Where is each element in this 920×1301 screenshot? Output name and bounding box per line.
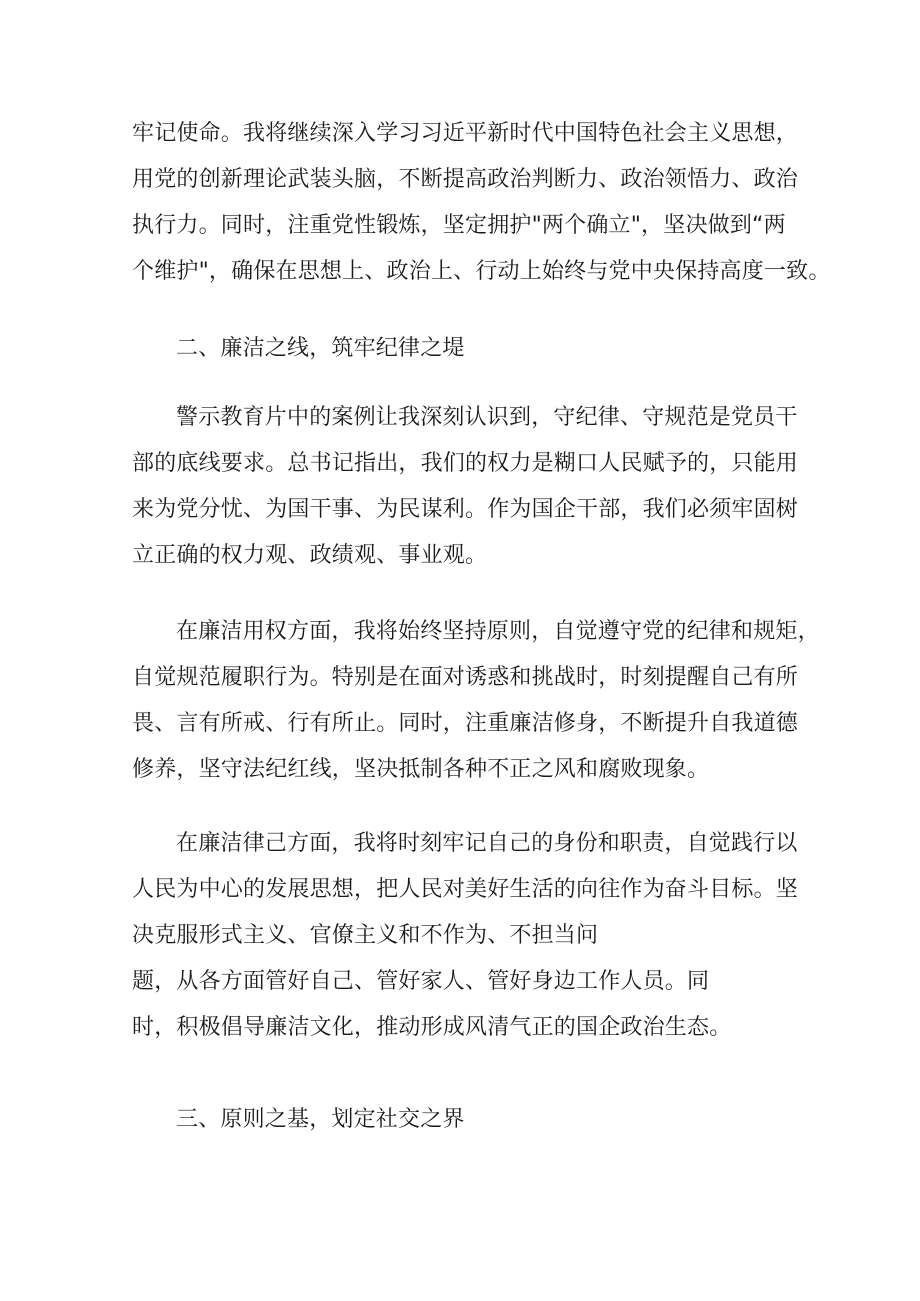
- text-line: 部的底线要求。总书记指出，我们的权力是糊口人民赋予的，只能用: [132, 451, 799, 476]
- paragraph-4: [132, 831, 799, 1041]
- text-line: 在廉洁用权方面，我将始终坚持原则，自觉遵守党的纪律和规矩，: [176, 619, 820, 644]
- text-line: 立正确的权力观、政绩观、事业观。: [132, 543, 488, 568]
- paragraph-2: [132, 405, 799, 569]
- text-line: 在廉洁律己方面，我将时刻牢记自己的身份和职责，自觉践行以: [176, 831, 798, 856]
- text-line: 自觉规范履职行为。特别是在面对诱惑和挑战时，时刻提醒自己有所: [132, 665, 799, 690]
- text-line: 牢记使命。我将继续深入学习习近平新时代中国特色社会主义思想，: [132, 121, 799, 146]
- text-line: 题，从各方面管好自己、管好家人、管好身边工作人员。同: [132, 969, 710, 994]
- text-line: 用党的创新理论武装头脑，不断提高政治判断力、政治领悟力、政治: [132, 167, 799, 192]
- text-line: 来为党分忧、为国干事、为民谋利。作为国企干部，我们必须牢固树: [132, 497, 799, 522]
- heading-text: 二、廉洁之线，筑牢纪律之堤: [176, 336, 465, 361]
- text-line: 修养，坚守法纪红线，坚决抵制各种不正之风和腐败现象。: [132, 757, 710, 782]
- text-line: 个维护"，确保在思想上、政治上、行动上始终与党中央保持高度一致。: [132, 259, 831, 284]
- text-line: 人民为中心的发展思想，把人民对美好生活的向往作为奋斗目标。坚: [132, 877, 799, 902]
- text-line: 执行力。同时，注重党性锻炼，坚定拥护"两个确立"，坚决做到“两: [132, 213, 786, 238]
- paragraph-3: [132, 619, 820, 783]
- heading-text: 三、原则之基，划定社交之界: [176, 1107, 465, 1132]
- section-heading-2: [132, 336, 792, 362]
- section-heading-3: [132, 1107, 792, 1133]
- text-line: 畏、言有所戒、行有所止。同时，注重廉洁修身，不断提升自我道德: [132, 711, 799, 736]
- text-line: 警示教育片中的案例让我深刻认识到，守纪律、守规范是党员干: [176, 405, 798, 430]
- text-line: 时，积极倡导廉洁文化，推动形成风清气正的国企政治生态。: [132, 1015, 732, 1040]
- paragraph-1: [132, 121, 831, 285]
- text-line: 决克服形式主义、官僚主义和不作为、不担当问: [132, 923, 599, 948]
